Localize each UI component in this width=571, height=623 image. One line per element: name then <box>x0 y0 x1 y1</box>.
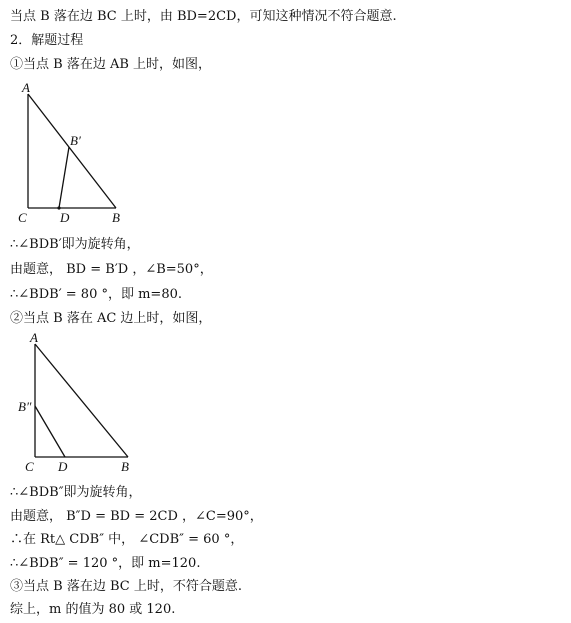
text-line-6: ∴∠BDB′ = 80 °，即 m=80. <box>10 287 183 302</box>
figure-1 <box>8 78 138 228</box>
text-line-4: ∴∠BDB′即为旋转角， <box>10 237 140 252</box>
text-line-11: ∴∠BDB″ = 120 °，即 m=120. <box>10 556 201 571</box>
text-line-8: ∴∠BDB″即为旋转角， <box>10 485 142 500</box>
text-line-12: ③当点 B 落在边 BC 上时，不符合题意. <box>10 579 242 594</box>
label-C: C <box>18 210 27 225</box>
label-A: A <box>30 330 38 345</box>
label-B: B <box>121 459 129 474</box>
text-line-7: ②当点 B 落在 AC 边上时，如图， <box>10 311 212 326</box>
label-D: D <box>58 459 68 474</box>
text-line-2: 2．解题过程 <box>10 33 84 48</box>
label-A: A <box>22 80 30 95</box>
label-B: B <box>112 210 120 225</box>
label-C: C <box>25 459 34 474</box>
text-line-5: 由题意， BD = B′D ，∠B=50°， <box>10 262 213 277</box>
text-line-9: 由题意， B″D = BD = 2CD ，∠C=90°， <box>10 509 263 524</box>
text-line-1: 当点 B 落在边 BC 上时，由 BD=2CD，可知这种情况不符合题意. <box>10 9 397 24</box>
text-line-13: 综上，m 的值为 80 或 120. <box>10 602 176 617</box>
text-line-10: ∴在 Rt△ CDB″ 中， ∠CDB″ = 60 °， <box>10 532 244 547</box>
label-B-prime: B′ <box>70 133 81 148</box>
label-B-double-prime: B″ <box>18 399 32 414</box>
figure-2 <box>8 330 148 478</box>
label-D: D <box>60 210 70 225</box>
text-line-3: ①当点 B 落在边 AB 上时，如图， <box>10 57 212 72</box>
